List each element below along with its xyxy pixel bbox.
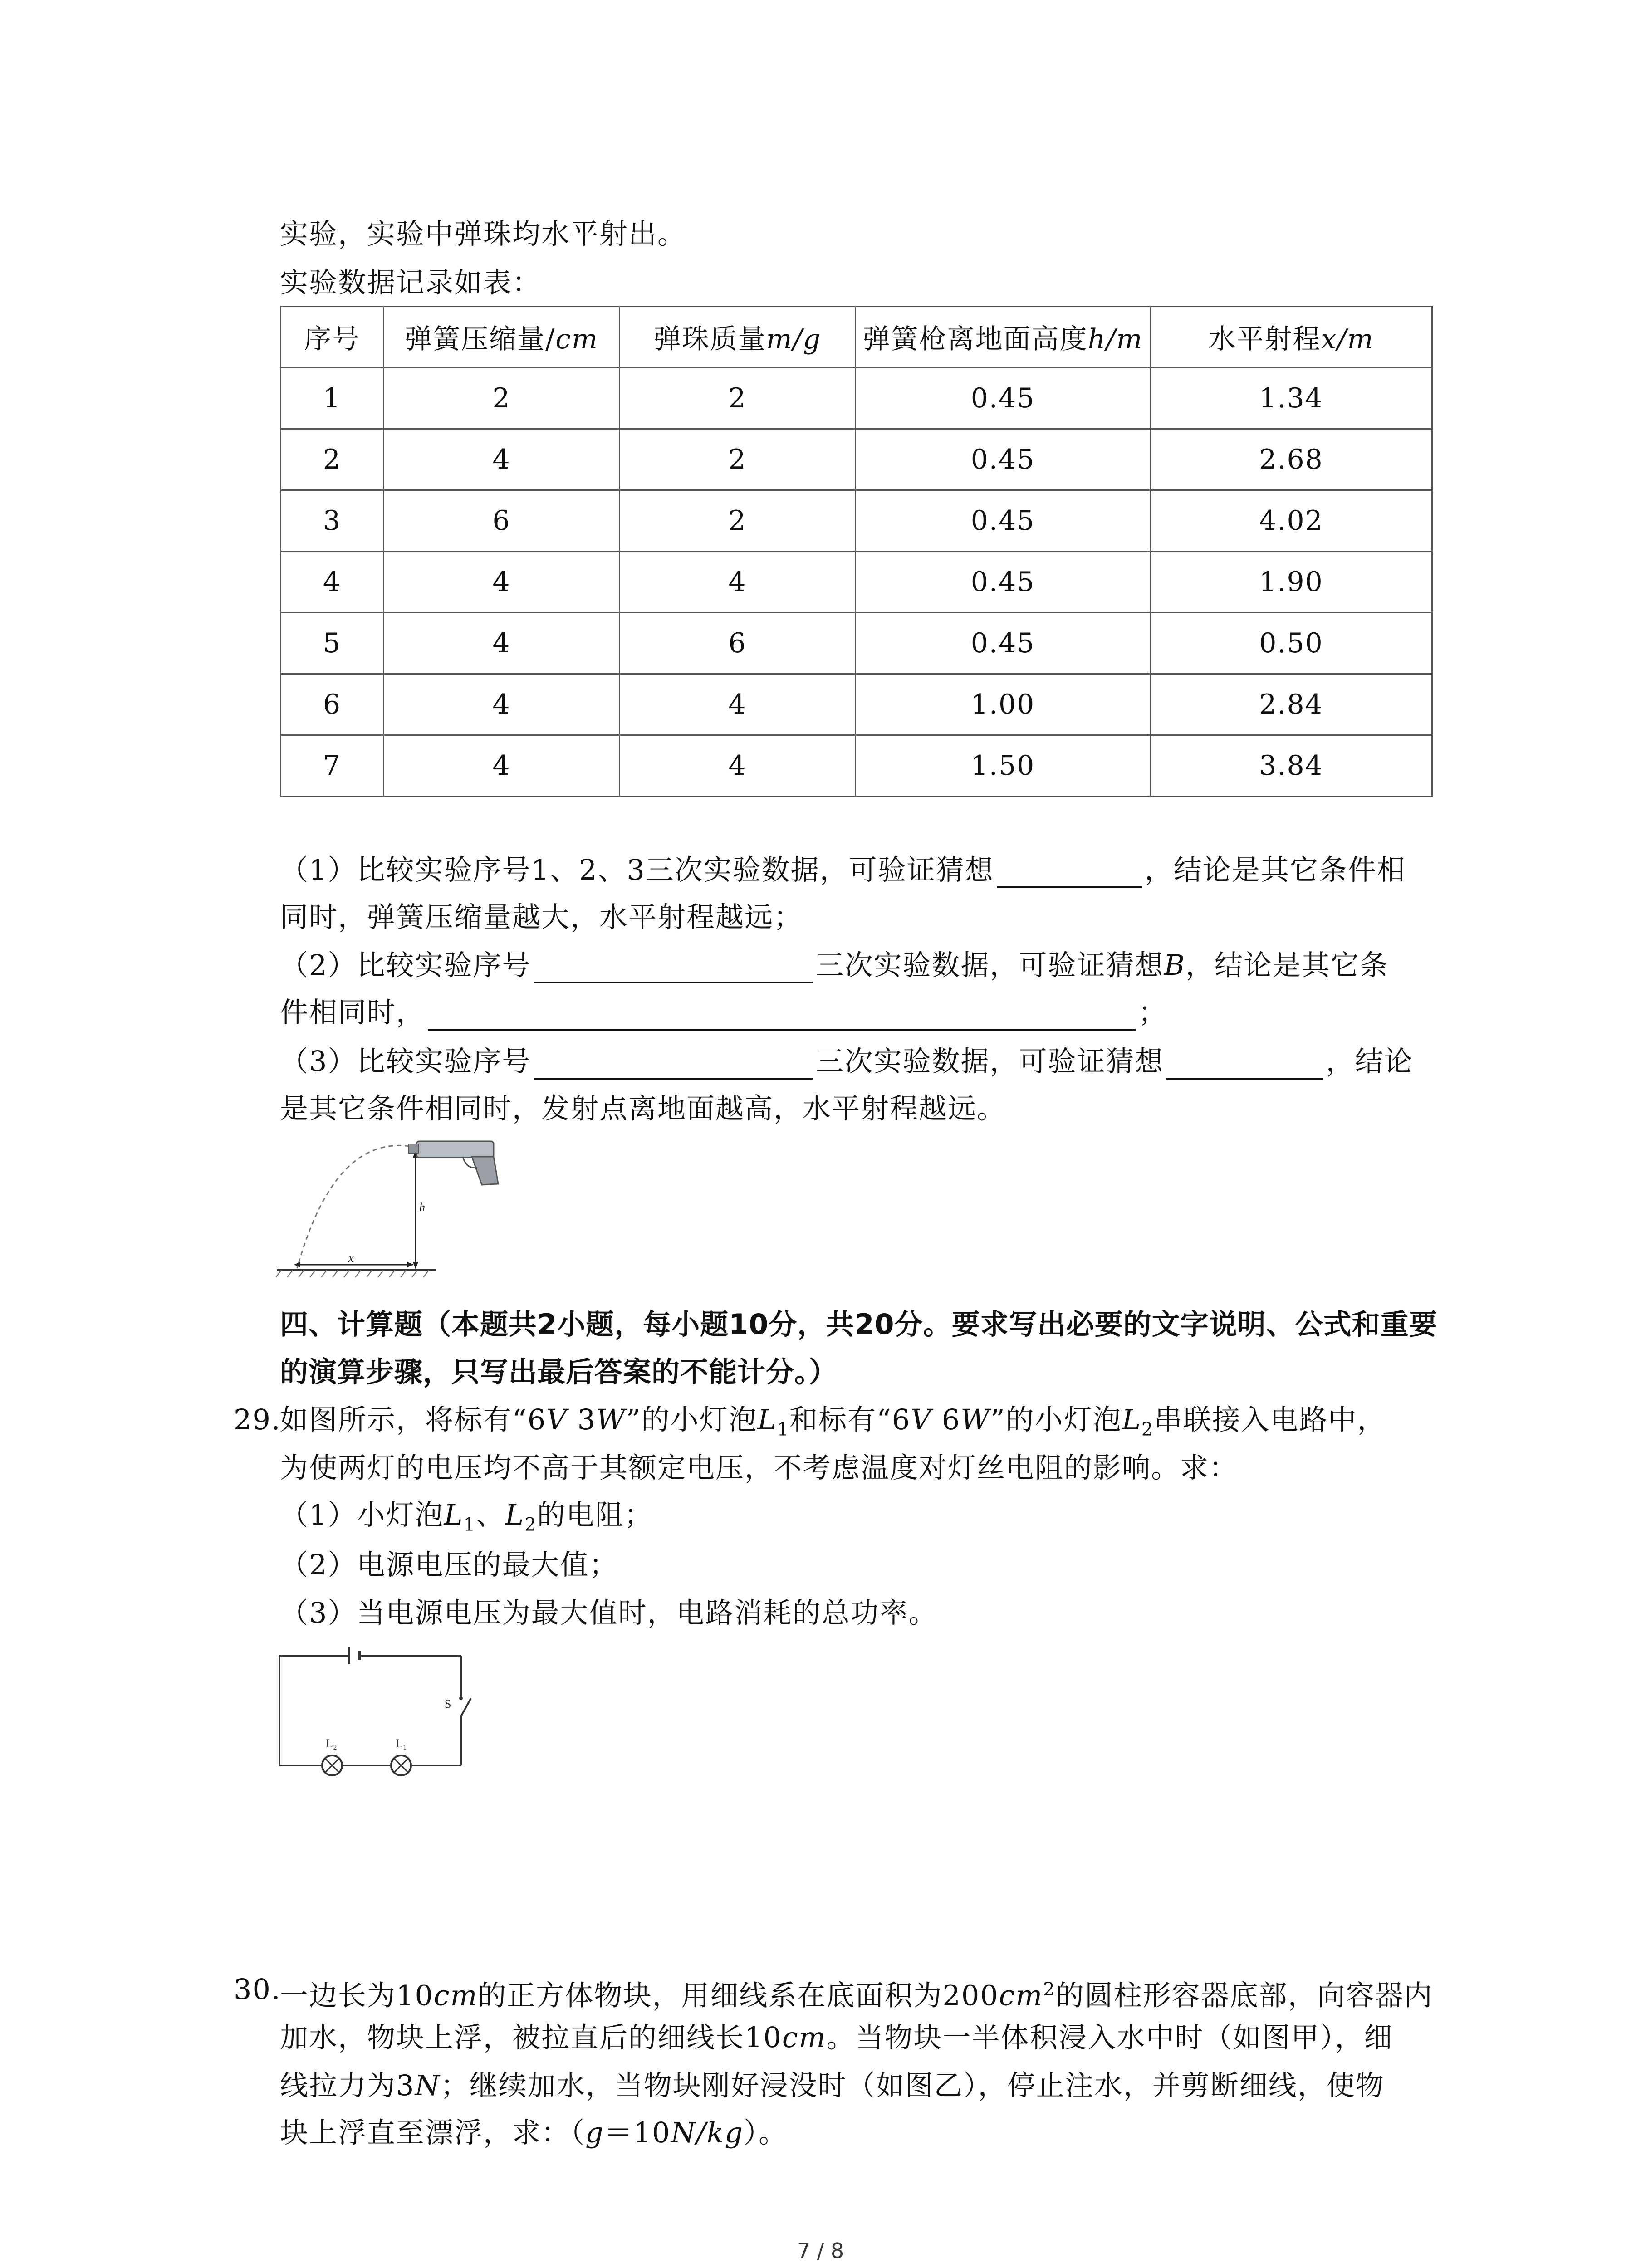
table-cell: 0.50 <box>1151 613 1432 674</box>
section-4-heading-line1: 四、计算题（本题共2小题，每小题10分，共20分。要求写出必要的文字说明、公式和重要 <box>280 1308 1438 1341</box>
table-cell: 4 <box>384 552 620 613</box>
lamp-l2-icon <box>322 1755 342 1775</box>
table-cell: 4 <box>384 735 620 797</box>
q29-sub1: （1）小灯泡$L_1$、$L_2$的电阻； <box>280 1498 653 1535</box>
header-height: 弹簧枪离地面高度h/m <box>856 307 1151 368</box>
lamp-l2-label: L₂ <box>326 1737 337 1750</box>
header-compression: 弹簧压缩量/cm <box>384 307 620 368</box>
height-label: h <box>419 1201 425 1214</box>
range-label: x <box>348 1251 354 1265</box>
answer-blank[interactable] <box>428 999 1136 1031</box>
table-cell: 1 <box>281 368 384 429</box>
table-cell: 3.84 <box>1151 735 1432 797</box>
q30-line2: 加水，物块上浮，被拉直后的细线长10cm。当物块一半体积浸入水中时（如图甲），细 <box>280 2021 1393 2054</box>
lamp-l1-label: L₁ <box>396 1737 407 1750</box>
header-range: 水平射程x/m <box>1151 307 1432 368</box>
table-row <box>281 613 1432 674</box>
table-cell: 4.02 <box>1151 490 1432 552</box>
table-row <box>281 674 1432 735</box>
q29-line1: 如图所示，将标有“6V 3W”的小灯泡$L_1$和标有“6V 6W”的小灯泡$L_2$串联接入电路中， <box>280 1403 1386 1440</box>
table-row <box>281 490 1432 552</box>
table-row <box>281 368 1432 429</box>
table-cell: 2.84 <box>1151 674 1432 735</box>
table-cell: 1.34 <box>1151 368 1432 429</box>
table-cell: 2 <box>620 368 856 429</box>
table-cell: 6 <box>281 674 384 735</box>
q28-part3-line2: 是其它条件相同时，发射点离地面越高，水平射程越远。 <box>280 1092 1006 1125</box>
header-index: 序号 <box>281 307 384 368</box>
table-cell: 1.00 <box>856 674 1151 735</box>
spring-gun-figure <box>272 1134 526 1284</box>
q30-line4: 块上浮直至漂浮，求：（g＝10N/kg）。 <box>280 2116 788 2149</box>
answer-blank[interactable] <box>534 1048 813 1080</box>
table-cell: 1.50 <box>856 735 1151 797</box>
table-cell: 5 <box>281 613 384 674</box>
table-cell: 2 <box>620 429 856 490</box>
table-cell: 2 <box>620 490 856 552</box>
header-mass: 弹珠质量m/g <box>620 307 856 368</box>
q30-number: 30. <box>234 1973 281 2006</box>
table-cell: 4 <box>384 429 620 490</box>
table-cell: 2 <box>281 429 384 490</box>
table-cell: 6 <box>620 613 856 674</box>
table-row <box>281 735 1432 797</box>
trajectory-dashed-curve <box>297 1145 417 1268</box>
table-cell: 0.45 <box>856 490 1151 552</box>
table-cell: 4 <box>384 674 620 735</box>
lamp-l1-icon <box>391 1755 411 1775</box>
q30-line3: 线拉力为3N；继续加水，当物块刚好浸没时（如图乙），停止注水，并剪断细线，使物 <box>280 2069 1385 2102</box>
table-cell: 0.45 <box>856 552 1151 613</box>
ground-hatching <box>276 1270 429 1277</box>
q29-line2: 为使两灯的电压均不高于其额定电压，不考虑温度对灯丝电阻的影响。求： <box>280 1451 1239 1484</box>
q28-part3-line1: （3）比较实验序号 三次实验数据，可验证猜想 ，结论 <box>280 1043 1413 1080</box>
answer-blank[interactable] <box>997 856 1142 888</box>
q30-line1: 一边长为10cm的正方体物块，用细线系在底面积为$200cm^2$的圆柱形容器底部，向容器内 <box>280 1979 1433 2012</box>
q29-sub2: （2）电源电压的最大值； <box>280 1548 618 1581</box>
circuit-diagram <box>272 1642 485 1787</box>
q29-number: 29. <box>234 1403 281 1436</box>
switch-icon <box>459 1696 471 1716</box>
table-cell: 4 <box>620 552 856 613</box>
table-row <box>281 552 1432 613</box>
intro-line-2: 实验数据记录如表： <box>280 266 542 299</box>
q28-part1-line1: （1）比较实验序号1、2、3三次实验数据，可验证猜想 ，结论是其它条件相 <box>280 852 1406 888</box>
table-cell: 2.68 <box>1151 429 1432 490</box>
table-header-row <box>281 307 1432 368</box>
table-cell: 4 <box>281 552 384 613</box>
table-cell: 1.90 <box>1151 552 1432 613</box>
table-cell: 3 <box>281 490 384 552</box>
table-cell: 4 <box>384 613 620 674</box>
spring-gun-icon <box>408 1141 498 1185</box>
q28-part1-line2: 同时，弹簧压缩量越大，水平射程越远； <box>280 900 803 934</box>
answer-blank[interactable] <box>1166 1048 1323 1080</box>
table-cell: 2 <box>384 368 620 429</box>
experiment-data-table <box>280 306 1433 797</box>
section-4-heading-line2: 的演算步骤，只写出最后答案的不能计分。） <box>280 1355 838 1388</box>
table-cell: 6 <box>384 490 620 552</box>
intro-line-1: 实验，实验中弹珠均水平射出。 <box>280 217 687 250</box>
q29-sub3: （3）当电源电压为最大值时，电路消耗的总功率。 <box>280 1596 938 1629</box>
table-cell: 4 <box>620 735 856 797</box>
table-cell: 7 <box>281 735 384 797</box>
switch-label: S <box>445 1697 451 1711</box>
page-number: 7 / 8 <box>797 2239 844 2263</box>
battery-icon <box>349 1647 359 1664</box>
table-cell: 0.45 <box>856 368 1151 429</box>
answer-blank[interactable] <box>534 952 813 983</box>
table-row <box>281 429 1432 490</box>
table-cell: 0.45 <box>856 613 1151 674</box>
q28-part2-line1: （2）比较实验序号 三次实验数据，可验证猜想B，结论是其它条 <box>280 947 1389 983</box>
table-cell: 0.45 <box>856 429 1151 490</box>
q28-part2-line2: 件相同时， ； <box>280 994 1167 1031</box>
table-cell: 4 <box>620 674 856 735</box>
